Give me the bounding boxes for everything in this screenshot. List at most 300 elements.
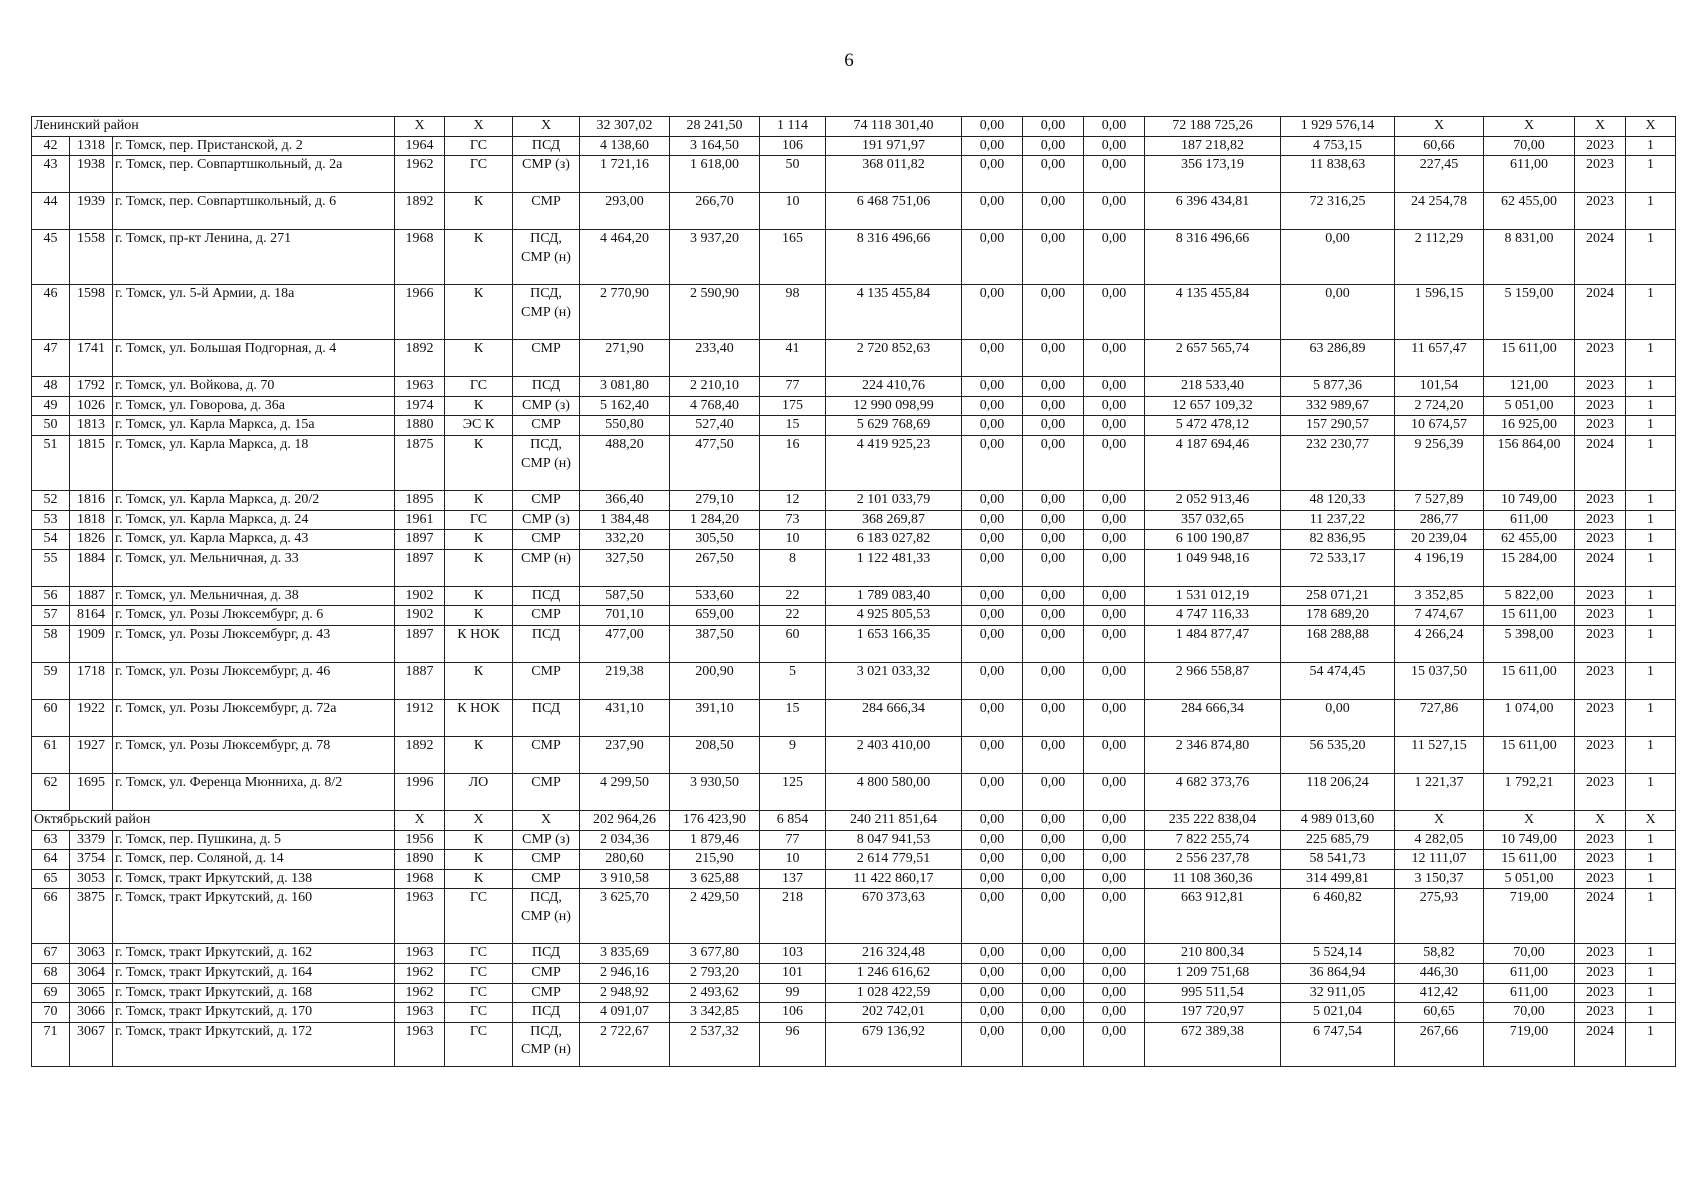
cell-build-year: 1962 [395, 156, 445, 193]
cell-fund-other: 63 286,89 [1281, 340, 1395, 377]
cell-completion-year: 2023 [1575, 340, 1626, 377]
cell-fund-federal: 0,00 [962, 736, 1023, 773]
cell-total-cost: 284 666,34 [826, 699, 962, 736]
district-total-fund-owners: 72 188 725,26 [1145, 117, 1281, 137]
cell-completion-year: 2023 [1575, 586, 1626, 606]
cell-living-area: 533,60 [670, 586, 760, 606]
cell-fund-owners: 357 032,65 [1145, 510, 1281, 530]
cell-cost-per-sqm: 3 352,85 [1395, 586, 1484, 606]
cell-work-count: 1 [1626, 586, 1676, 606]
cell-cost-per-sqm: 1 596,15 [1395, 285, 1484, 340]
cell-fund-owners: 4 747 116,33 [1145, 606, 1281, 626]
cell-row-number: 51 [32, 435, 70, 490]
cell-fund-local: 0,00 [1084, 830, 1145, 850]
cell-total-cost: 1 789 083,40 [826, 586, 962, 606]
cell-fund-local: 0,00 [1084, 662, 1145, 699]
cell-total-area: 219,38 [580, 662, 670, 699]
cell-living-area: 279,10 [670, 490, 760, 510]
cell-fund-federal: 0,00 [962, 377, 1023, 397]
cell-fund-other: 0,00 [1281, 230, 1395, 285]
cell-fund-owners: 2 657 565,74 [1145, 340, 1281, 377]
cell-fund-regional: 0,00 [1023, 944, 1084, 964]
district-row [32, 810, 1676, 830]
district-total-work-count: X [1626, 810, 1676, 830]
district-total-total-cost: 240 211 851,64 [826, 810, 962, 830]
cell-fund-regional: 0,00 [1023, 850, 1084, 870]
cell-total-area: 3 625,70 [580, 889, 670, 944]
cell-cost-per-sqm: 60,66 [1395, 136, 1484, 156]
cell-fund-regional: 0,00 [1023, 510, 1084, 530]
cell-limit-cost-per-sqm: 611,00 [1484, 156, 1575, 193]
cell-work-type: СМР [513, 193, 580, 230]
cell-fund-federal: 0,00 [962, 416, 1023, 436]
cell-limit-cost-per-sqm: 15 611,00 [1484, 606, 1575, 626]
cell-fund-federal: 0,00 [962, 699, 1023, 736]
cell-completion-year: 2024 [1575, 435, 1626, 490]
cell-fund-owners: 2 346 874,80 [1145, 736, 1281, 773]
cell-total-area: 3 835,69 [580, 944, 670, 964]
cell-fund-other: 58 541,73 [1281, 850, 1395, 870]
cell-wall-material: ГС [445, 510, 513, 530]
cell-wall-material: ЭС К [445, 416, 513, 436]
cell-work-type: ПСД, СМР (н) [513, 230, 580, 285]
cell-wall-material: К [445, 285, 513, 340]
cell-cost-per-sqm: 7 474,67 [1395, 606, 1484, 626]
cell-address: г. Томск, тракт Иркутский, д. 164 [113, 963, 395, 983]
cell-wall-material: К [445, 850, 513, 870]
cell-address: г. Томск, ул. Розы Люксембург, д. 72а [113, 699, 395, 736]
cell-fund-owners: 4 682 373,76 [1145, 773, 1281, 810]
cell-work-type: СМР (н) [513, 549, 580, 586]
district-total-total-area: 202 964,26 [580, 810, 670, 830]
cell-living-area: 200,90 [670, 662, 760, 699]
cell-fund-federal: 0,00 [962, 230, 1023, 285]
cell-total-area: 2 770,90 [580, 285, 670, 340]
cell-total-area: 293,00 [580, 193, 670, 230]
cell-fund-other: 314 499,81 [1281, 869, 1395, 889]
district-total-total-cost: 74 118 301,40 [826, 117, 962, 137]
cell-living-area: 2 537,32 [670, 1022, 760, 1066]
cell-total-area: 2 946,16 [580, 963, 670, 983]
cell-address: г. Томск, ул. Карла Маркса, д. 24 [113, 510, 395, 530]
cell-house-id: 1813 [70, 416, 113, 436]
table-row [32, 1022, 1676, 1066]
cell-work-type: СМР (з) [513, 396, 580, 416]
cell-build-year: 1974 [395, 396, 445, 416]
cell-fund-other: 5 021,04 [1281, 1003, 1395, 1023]
cell-address: г. Томск, тракт Иркутский, д. 160 [113, 889, 395, 944]
cell-total-area: 366,40 [580, 490, 670, 510]
cell-wall-material: ГС [445, 156, 513, 193]
cell-fund-local: 0,00 [1084, 944, 1145, 964]
cell-residents: 175 [760, 396, 826, 416]
cell-wall-material: К [445, 549, 513, 586]
cell-limit-cost-per-sqm: 1 074,00 [1484, 699, 1575, 736]
cell-row-number: 59 [32, 662, 70, 699]
cell-wall-material: К НОК [445, 625, 513, 662]
cell-build-year: 1963 [395, 1003, 445, 1023]
cell-fund-federal: 0,00 [962, 396, 1023, 416]
cell-fund-regional: 0,00 [1023, 662, 1084, 699]
cell-row-number: 66 [32, 889, 70, 944]
cell-fund-regional: 0,00 [1023, 773, 1084, 810]
cell-fund-federal: 0,00 [962, 549, 1023, 586]
cell-total-area: 327,50 [580, 549, 670, 586]
cell-row-number: 43 [32, 156, 70, 193]
cell-cost-per-sqm: 4 196,19 [1395, 549, 1484, 586]
cell-fund-regional: 0,00 [1023, 889, 1084, 944]
cell-residents: 103 [760, 944, 826, 964]
cell-cost-per-sqm: 12 111,07 [1395, 850, 1484, 870]
cell-limit-cost-per-sqm: 70,00 [1484, 944, 1575, 964]
cell-work-count: 1 [1626, 625, 1676, 662]
table-row [32, 869, 1676, 889]
cell-fund-federal: 0,00 [962, 193, 1023, 230]
cell-address: г. Томск, ул. Карла Маркса, д. 43 [113, 530, 395, 550]
cell-fund-owners: 6 100 190,87 [1145, 530, 1281, 550]
cell-total-area: 4 138,60 [580, 136, 670, 156]
cell-wall-material: К [445, 230, 513, 285]
cell-total-area: 280,60 [580, 850, 670, 870]
cell-completion-year: 2024 [1575, 230, 1626, 285]
district-total-limit-cost-per-sqm: X [1484, 810, 1575, 830]
cell-fund-federal: 0,00 [962, 944, 1023, 964]
cell-build-year: 1880 [395, 416, 445, 436]
cell-build-year: 1966 [395, 285, 445, 340]
cell-residents: 15 [760, 699, 826, 736]
cell-house-id: 1695 [70, 773, 113, 810]
cell-limit-cost-per-sqm: 5 051,00 [1484, 396, 1575, 416]
cell-limit-cost-per-sqm: 10 749,00 [1484, 490, 1575, 510]
cell-wall-material: К [445, 490, 513, 510]
cell-fund-local: 0,00 [1084, 983, 1145, 1003]
cell-fund-other: 225 685,79 [1281, 830, 1395, 850]
cell-house-id: 1558 [70, 230, 113, 285]
cell-living-area: 2 493,62 [670, 983, 760, 1003]
cell-build-year: 1963 [395, 944, 445, 964]
cell-residents: 77 [760, 830, 826, 850]
cell-row-number: 70 [32, 1003, 70, 1023]
cell-fund-local: 0,00 [1084, 850, 1145, 870]
cell-row-number: 50 [32, 416, 70, 436]
cell-address: г. Томск, ул. Розы Люксембург, д. 6 [113, 606, 395, 626]
cell-fund-owners: 663 912,81 [1145, 889, 1281, 944]
table-row [32, 889, 1676, 944]
cell-living-area: 477,50 [670, 435, 760, 490]
cell-work-type: СМР [513, 983, 580, 1003]
cell-residents: 98 [760, 285, 826, 340]
cell-address: г. Томск, тракт Иркутский, д. 138 [113, 869, 395, 889]
cell-fund-federal: 0,00 [962, 830, 1023, 850]
cell-fund-regional: 0,00 [1023, 1022, 1084, 1066]
cell-fund-federal: 0,00 [962, 773, 1023, 810]
cell-fund-owners: 8 316 496,66 [1145, 230, 1281, 285]
table-body [32, 117, 1676, 1067]
cell-work-type: ПСД [513, 586, 580, 606]
cell-total-cost: 2 614 779,51 [826, 850, 962, 870]
cell-fund-other: 0,00 [1281, 699, 1395, 736]
cell-cost-per-sqm: 446,30 [1395, 963, 1484, 983]
cell-fund-owners: 1 209 751,68 [1145, 963, 1281, 983]
district-total-build-year: X [395, 810, 445, 830]
district-total-wall-material: X [445, 117, 513, 137]
cell-fund-local: 0,00 [1084, 1022, 1145, 1066]
cell-fund-federal: 0,00 [962, 435, 1023, 490]
cell-fund-regional: 0,00 [1023, 830, 1084, 850]
cell-total-cost: 1 122 481,33 [826, 549, 962, 586]
cell-living-area: 1 284,20 [670, 510, 760, 530]
cell-fund-regional: 0,00 [1023, 340, 1084, 377]
cell-cost-per-sqm: 11 657,47 [1395, 340, 1484, 377]
cell-house-id: 1816 [70, 490, 113, 510]
cell-address: г. Томск, ул. Большая Подгорная, д. 4 [113, 340, 395, 377]
cell-row-number: 71 [32, 1022, 70, 1066]
cell-wall-material: К [445, 736, 513, 773]
cell-work-type: ПСД, СМР (н) [513, 285, 580, 340]
cell-build-year: 1892 [395, 193, 445, 230]
district-total-fund-other: 4 989 013,60 [1281, 810, 1395, 830]
cell-completion-year: 2024 [1575, 889, 1626, 944]
cell-address: г. Томск, тракт Иркутский, д. 168 [113, 983, 395, 1003]
cell-fund-local: 0,00 [1084, 136, 1145, 156]
cell-fund-other: 4 753,15 [1281, 136, 1395, 156]
cell-work-type: ПСД [513, 136, 580, 156]
cell-residents: 50 [760, 156, 826, 193]
cell-total-area: 477,00 [580, 625, 670, 662]
cell-cost-per-sqm: 412,42 [1395, 983, 1484, 1003]
cell-fund-federal: 0,00 [962, 136, 1023, 156]
cell-total-cost: 1 028 422,59 [826, 983, 962, 1003]
cell-work-type: ПСД [513, 1003, 580, 1023]
cell-fund-other: 5 877,36 [1281, 377, 1395, 397]
table-row [32, 340, 1676, 377]
cell-fund-federal: 0,00 [962, 963, 1023, 983]
cell-total-cost: 8 316 496,66 [826, 230, 962, 285]
cell-row-number: 45 [32, 230, 70, 285]
cell-fund-regional: 0,00 [1023, 736, 1084, 773]
cell-fund-local: 0,00 [1084, 773, 1145, 810]
cell-fund-other: 32 911,05 [1281, 983, 1395, 1003]
cell-total-area: 271,90 [580, 340, 670, 377]
cell-wall-material: К [445, 662, 513, 699]
cell-wall-material: ГС [445, 944, 513, 964]
cell-work-type: ПСД [513, 625, 580, 662]
district-total-work-count: X [1626, 117, 1676, 137]
district-total-fund-regional: 0,00 [1023, 810, 1084, 830]
cell-work-count: 1 [1626, 490, 1676, 510]
cell-residents: 10 [760, 193, 826, 230]
cell-fund-owners: 4 135 455,84 [1145, 285, 1281, 340]
cell-row-number: 65 [32, 869, 70, 889]
cell-cost-per-sqm: 24 254,78 [1395, 193, 1484, 230]
cell-fund-other: 157 290,57 [1281, 416, 1395, 436]
cell-fund-other: 332 989,67 [1281, 396, 1395, 416]
cell-total-area: 2 948,92 [580, 983, 670, 1003]
cell-total-cost: 11 422 860,17 [826, 869, 962, 889]
cell-total-area: 237,90 [580, 736, 670, 773]
cell-total-area: 488,20 [580, 435, 670, 490]
district-row [32, 117, 1676, 137]
cell-row-number: 42 [32, 136, 70, 156]
district-total-wall-material: X [445, 810, 513, 830]
cell-fund-local: 0,00 [1084, 699, 1145, 736]
cell-wall-material: ГС [445, 1022, 513, 1066]
cell-wall-material: К [445, 340, 513, 377]
cell-cost-per-sqm: 286,77 [1395, 510, 1484, 530]
cell-residents: 77 [760, 377, 826, 397]
district-total-cost-per-sqm: X [1395, 810, 1484, 830]
cell-address: г. Томск, тракт Иркутский, д. 170 [113, 1003, 395, 1023]
table-row [32, 530, 1676, 550]
cell-residents: 15 [760, 416, 826, 436]
cell-fund-local: 0,00 [1084, 963, 1145, 983]
cell-residents: 60 [760, 625, 826, 662]
cell-house-id: 3066 [70, 1003, 113, 1023]
cell-cost-per-sqm: 227,45 [1395, 156, 1484, 193]
cell-address: г. Томск, ул. Розы Люксембург, д. 46 [113, 662, 395, 699]
cell-limit-cost-per-sqm: 5 398,00 [1484, 625, 1575, 662]
cell-total-cost: 6 468 751,06 [826, 193, 962, 230]
cell-fund-regional: 0,00 [1023, 435, 1084, 490]
table-row [32, 230, 1676, 285]
district-total-fund-owners: 235 222 838,04 [1145, 810, 1281, 830]
cell-total-area: 4 464,20 [580, 230, 670, 285]
cell-work-count: 1 [1626, 1022, 1676, 1066]
cell-fund-federal: 0,00 [962, 983, 1023, 1003]
cell-total-cost: 368 269,87 [826, 510, 962, 530]
cell-fund-other: 6 747,54 [1281, 1022, 1395, 1066]
cell-fund-local: 0,00 [1084, 396, 1145, 416]
cell-fund-local: 0,00 [1084, 586, 1145, 606]
cell-fund-owners: 672 389,38 [1145, 1022, 1281, 1066]
cell-house-id: 1815 [70, 435, 113, 490]
cell-house-id: 3053 [70, 869, 113, 889]
cell-work-type: ПСД [513, 699, 580, 736]
cell-build-year: 1897 [395, 530, 445, 550]
district-total-fund-local: 0,00 [1084, 117, 1145, 137]
cell-work-count: 1 [1626, 889, 1676, 944]
cell-living-area: 3 625,88 [670, 869, 760, 889]
cell-work-type: ПСД [513, 377, 580, 397]
cell-fund-regional: 0,00 [1023, 490, 1084, 510]
cell-build-year: 1902 [395, 606, 445, 626]
district-total-cost-per-sqm: X [1395, 117, 1484, 137]
cell-fund-federal: 0,00 [962, 490, 1023, 510]
cell-row-number: 61 [32, 736, 70, 773]
table-row [32, 606, 1676, 626]
cell-build-year: 1961 [395, 510, 445, 530]
cell-fund-owners: 218 533,40 [1145, 377, 1281, 397]
cell-fund-other: 48 120,33 [1281, 490, 1395, 510]
cell-living-area: 659,00 [670, 606, 760, 626]
cell-limit-cost-per-sqm: 10 749,00 [1484, 830, 1575, 850]
cell-limit-cost-per-sqm: 156 864,00 [1484, 435, 1575, 490]
cell-build-year: 1964 [395, 136, 445, 156]
cell-house-id: 1884 [70, 549, 113, 586]
cell-build-year: 1963 [395, 889, 445, 944]
table-row [32, 136, 1676, 156]
cell-completion-year: 2023 [1575, 850, 1626, 870]
district-name: Ленинский район [32, 117, 395, 137]
cell-residents: 22 [760, 586, 826, 606]
cell-completion-year: 2023 [1575, 699, 1626, 736]
cell-cost-per-sqm: 11 527,15 [1395, 736, 1484, 773]
cell-fund-regional: 0,00 [1023, 530, 1084, 550]
cell-address: г. Томск, пр-кт Ленина, д. 271 [113, 230, 395, 285]
cell-fund-regional: 0,00 [1023, 625, 1084, 662]
cell-limit-cost-per-sqm: 719,00 [1484, 889, 1575, 944]
cell-house-id: 3754 [70, 850, 113, 870]
table-row [32, 662, 1676, 699]
cell-total-cost: 4 419 925,23 [826, 435, 962, 490]
cell-cost-per-sqm: 20 239,04 [1395, 530, 1484, 550]
cell-house-id: 1927 [70, 736, 113, 773]
cell-fund-owners: 1 484 877,47 [1145, 625, 1281, 662]
cell-fund-other: 232 230,77 [1281, 435, 1395, 490]
cell-fund-other: 72 316,25 [1281, 193, 1395, 230]
cell-fund-owners: 284 666,34 [1145, 699, 1281, 736]
cell-limit-cost-per-sqm: 611,00 [1484, 510, 1575, 530]
cell-completion-year: 2023 [1575, 830, 1626, 850]
cell-build-year: 1963 [395, 1022, 445, 1066]
cell-work-count: 1 [1626, 699, 1676, 736]
cell-total-area: 1 384,48 [580, 510, 670, 530]
cell-living-area: 3 164,50 [670, 136, 760, 156]
cell-row-number: 58 [32, 625, 70, 662]
cell-total-cost: 12 990 098,99 [826, 396, 962, 416]
cell-work-type: СМР [513, 662, 580, 699]
cell-address: г. Томск, пер. Пушкина, д. 5 [113, 830, 395, 850]
cell-address: г. Томск, ул. Ференца Мюнниха, д. 8/2 [113, 773, 395, 810]
table-row [32, 549, 1676, 586]
cell-work-count: 1 [1626, 193, 1676, 230]
table-row [32, 699, 1676, 736]
cell-work-count: 1 [1626, 606, 1676, 626]
cell-total-cost: 5 629 768,69 [826, 416, 962, 436]
cell-address: г. Томск, ул. Мельничная, д. 33 [113, 549, 395, 586]
cell-total-cost: 8 047 941,53 [826, 830, 962, 850]
cell-fund-federal: 0,00 [962, 340, 1023, 377]
cell-fund-owners: 2 052 913,46 [1145, 490, 1281, 510]
cell-fund-other: 56 535,20 [1281, 736, 1395, 773]
table-row [32, 435, 1676, 490]
cell-row-number: 60 [32, 699, 70, 736]
cell-completion-year: 2023 [1575, 416, 1626, 436]
table-row [32, 625, 1676, 662]
cell-wall-material: К [445, 586, 513, 606]
cell-total-cost: 4 135 455,84 [826, 285, 962, 340]
cell-fund-federal: 0,00 [962, 606, 1023, 626]
cell-cost-per-sqm: 15 037,50 [1395, 662, 1484, 699]
cell-fund-federal: 0,00 [962, 156, 1023, 193]
cell-living-area: 391,10 [670, 699, 760, 736]
cell-fund-other: 72 533,17 [1281, 549, 1395, 586]
cell-row-number: 62 [32, 773, 70, 810]
cell-limit-cost-per-sqm: 15 611,00 [1484, 340, 1575, 377]
cell-address: г. Томск, тракт Иркутский, д. 172 [113, 1022, 395, 1066]
district-name: Октябрьский район [32, 810, 395, 830]
cell-build-year: 1887 [395, 662, 445, 699]
cell-fund-regional: 0,00 [1023, 377, 1084, 397]
cell-residents: 99 [760, 983, 826, 1003]
cell-limit-cost-per-sqm: 611,00 [1484, 983, 1575, 1003]
cell-living-area: 208,50 [670, 736, 760, 773]
cell-total-area: 3 081,80 [580, 377, 670, 397]
cell-address: г. Томск, пер. Совпартшкольный, д. 6 [113, 193, 395, 230]
cell-completion-year: 2023 [1575, 490, 1626, 510]
cell-fund-local: 0,00 [1084, 416, 1145, 436]
cell-fund-other: 11 838,63 [1281, 156, 1395, 193]
